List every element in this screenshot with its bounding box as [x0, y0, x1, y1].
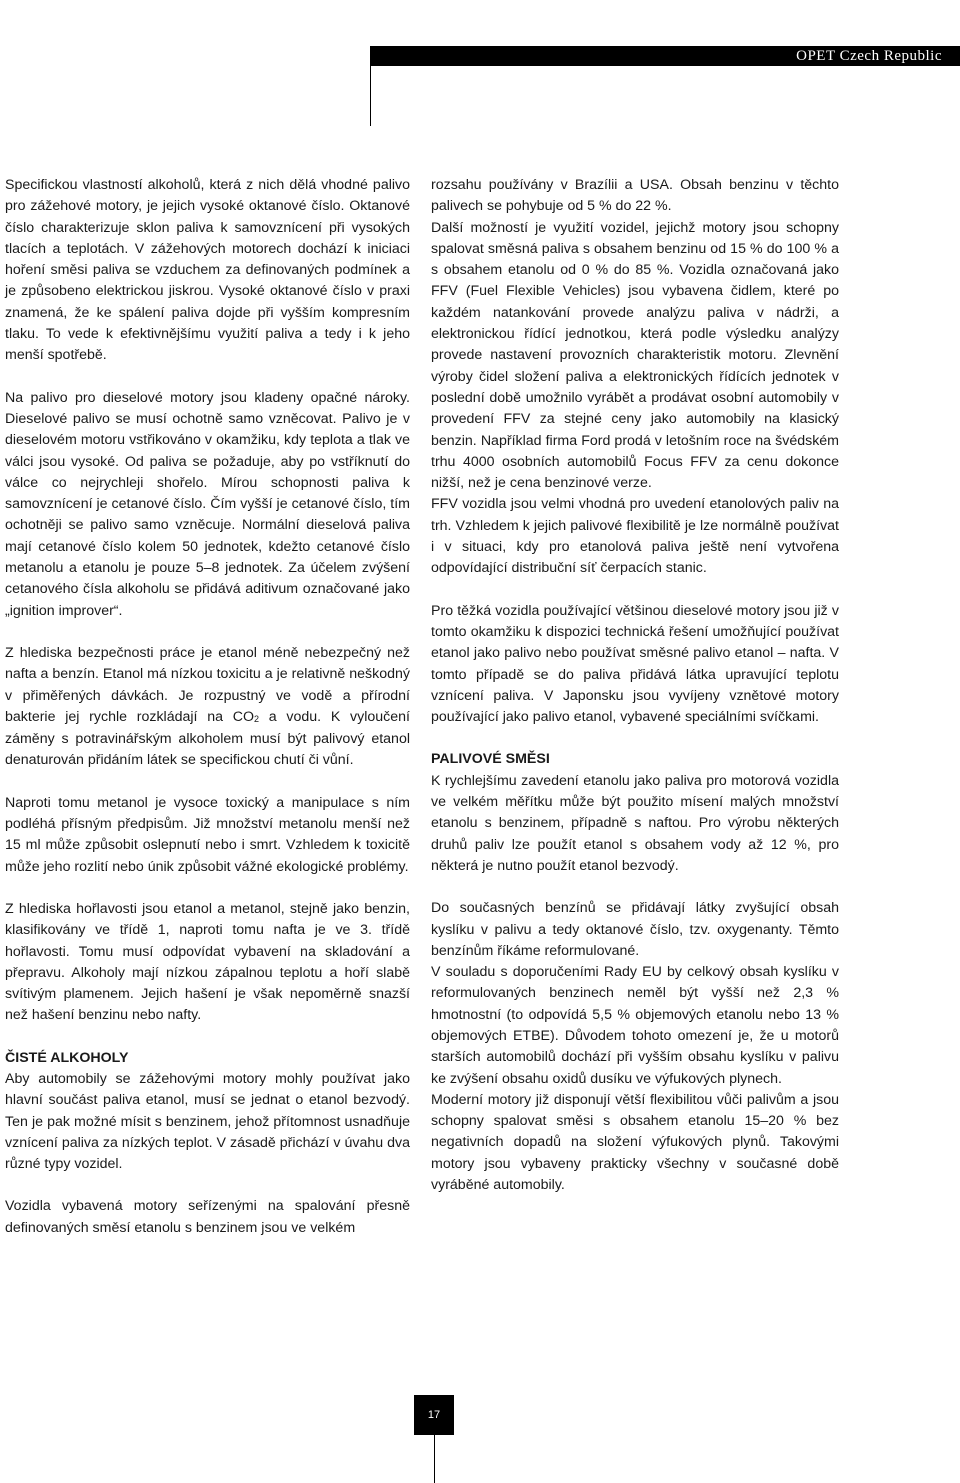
paragraph-oxygenates: Do současných benzínů se přidávají látky zvyšující obsah kyslíku v palivu a tedy oktanové číslo, tzv. oxygenanty. Těmto benzínům říkáme reformulované.	[431, 900, 839, 959]
paragraph-ffv: Další možností je využití vozidel, jejichž motory jsou schopny spalovat směsná paliva s obsahem benzinu od 15 % do 100 % a s obsahem etanolu od 0 % do 85 %. Vozidla označovaná jako FFV (Fuel Flexible Vehicles) jsou vybavena čidlem, které po každém natankování provede analýzu paliva v nádrži, a elektronickou řídící jednotkou, která podle výsledku analýzy provede nastavení provozních charakteristik motoru. Zlevnění výroby čidel složení paliva a elektronických řídících jednotek v poslední době umožnilo vyrábět a prodávat osobní automobily v provedení FFV za stejné ceny jako automobily na klasický benzin. Například firma Ford prodá v letošním roce na švédském trhu 4000 osobních automobilů Focus FFV za cenu dokonce nižší, než je cena benzinové verze.	[431, 219, 839, 492]
paragraph-ffv-market: FFV vozidla jsou velmi vhodná pro uvedení etanolových paliv na trh. Vzhledem k jejich palivové flexibilitě je lze normálně používat i v situaci, kdy pro etanolová paliva ještě není vytvořena odpovídající distribuční síť čerpacích stanic.	[431, 496, 839, 577]
paragraph-brazil-usa: rozsahu používány v Brazílii a USA. Obsah benzinu v těchto palivech se pohybuje od 5 % do 22 %.	[431, 177, 839, 215]
paragraph-eu-recommendation: V souladu s doporučeními Rady EU by celkový obsah kyslíku v reformulovaných benzinech neměl být vyšší než 2,3 % hmotnostní (to odpovídá 5,5 % objemových etanolu nebo 13 % objemových ETBE). Důvodem tohoto omezení je, že u motorů starších automobilů dochází při vyšším obsahu kyslíku v palivu ke zvýšení obsahu oxidů dusíku ve výfukových plynech.	[431, 964, 839, 1087]
footer-divider	[434, 1435, 435, 1483]
paragraph-safety-part-b: a vodu. K vyloučení záměny s potravinářským alkoholem musí být palivový etanol denaturován přidáním látek se specifickou chutí či vůní.	[5, 708, 410, 769]
right-column	[431, 175, 839, 1217]
co2-subscript: 2	[254, 713, 260, 724]
paragraph-methanol: Naproti tomu metanol je vysoce toxický a manipulace s ním podléhá přísným předpisům. Již množství metanolu menší než 15 ml může způsobit oslepnutí nebo i smrt. Vzhledem k toxicitě může jeho rozlití nebo únik způsobit vážné ekologické problémy.	[5, 794, 410, 875]
heading-pure-alcohols: ČISTÉ ALKOHOLY	[5, 1049, 129, 1066]
paragraph-blending: K rychlejšímu zavedení etanolu jako paliva pro motorová vozidla ve velkém měřítku může být použito mísení malých množství etanolu s benzinem, případně s naftou. Pro výrobu některých druhů paliv lze použít etanol s obsahem vody až 12 %, pro některá je nutno použít etanol bezvodý.	[431, 772, 839, 874]
paragraph-anhydrous-ethanol: Aby automobily se zážehovými motory mohly používat jako hlavní součást paliva etanol, musí se jednat o etanol bezvodý. Ten je pak možné mísit s benzinem, jehož přítomnost usnadňuje vznícení paliva za nízkých teplot. V zásadě přichází v úvahu dva různé typy vozidel.	[5, 1070, 410, 1173]
header-title: OPET Czech Republic	[796, 48, 942, 64]
paragraph-vehicles: Vozidla vybavená motory seřízenými na spalování přesně definovaných směsí etanolu s benzinem jsou ve velkém	[5, 1198, 410, 1236]
paragraph-modern-engines: Moderní motory již disponují větší flexibilitou vůči palivům a jsou schopny spalovat směsi s obsahem etanolu 15–20 % bez negativních dopadů na složení výfukových plynů. Takovými motory jsou vybaveny prakticky všechny v současné době vyráběné automobily.	[431, 1091, 839, 1194]
page-number-box	[414, 1395, 454, 1435]
header-bar	[370, 46, 960, 66]
paragraph-safety-part-a: Z hlediska bezpečnosti práce je etanol méně nebezpečný než nafta a benzín. Etanol má nízkou toxicitu a je relativně neškodný v přiměřených dávkách. Je rozpustný ve vodě a přírodní bakterie jej rychle rozkládají na CO	[5, 644, 410, 725]
paragraph-octane: Specifickou vlastností alkoholů, která z nich dělá vhodné palivo pro zážehové motory, je jejich vysoké oktanové číslo. Oktanové číslo charakterizuje sklon paliva k samovznícení při vysokých tlacích a teplotách. V zážehových motorech dochází k iniciaci hoření směsi paliva se vzduchem za definovaných podmínek a je způsobeno elektrickou jiskrou. Vysoké oktanové číslo v praxi znamená, že ke spálení paliva dojde při vyšším kompresním tlaku. To vede k efektivnějšímu využití paliva a tedy i k jeho menší spotřebě.	[5, 177, 410, 364]
header-divider	[370, 66, 371, 126]
page-number: 17	[427, 1409, 441, 1421]
left-column	[5, 175, 410, 1260]
paragraph-heavy-vehicles: Pro těžká vozidla používající většinou dieselové motory jsou již v tomto okamžiku k dispozici technická řešení umožňující používat etanol jako palivo nebo používat směsné palivo etanol – nafta. V tomto případě se do paliva přidává látka upravující teplotu vznícení paliva. V Japonsku jsou vyvíjeny vznětové motory používající jako palivo etanol, vybavené speciálními svíčkami.	[431, 602, 839, 726]
paragraph-safety	[5, 643, 410, 772]
paragraph-diesel: Na palivo pro dieselové motory jsou kladeny opačné nároky. Dieselové palivo se musí ochotně samo vzněcovat. Palivo je v dieselovém motoru vstřikováno v okamžiku, kdy teplota a tlak ve válci jsou vysoké. Od paliva se požaduje, aby po vstříknutí do válce co nejrychleji shořelo. Mírou schopnosti paliva k samovznícení je cetanové číslo. Čím vyšší je cetanové číslo, tím ochotněji se palivo samo vzněcuje. Normální dieselová paliva mají cetanové číslo kolem 50 jednotek, kdežto cetanové číslo metanolu a etanolu je pouze 5–8 jednotek. Za účelem zvýšení cetanového čísla alkoholu se přidává aditivum označované jako „ignition improver“.	[5, 389, 410, 619]
heading-fuel-blends: PALIVOVÉ SMĚSI	[431, 751, 550, 768]
paragraph-flammability: Z hlediska hořlavosti jsou etanol a metanol, stejně jako benzin, klasifikovány ve třídě 1, naproti tomu nafta je ve 3. třídě hořlavosti. Tomu musí odpovídat vybavení na skladování a přepravu. Alkoholy mají nízkou zápalnou teplotu a hoří slabě svítivým plamenem. Jejich hašení je však nepoměrně snazší než hašení benzinu nebo nafty.	[5, 900, 410, 1024]
